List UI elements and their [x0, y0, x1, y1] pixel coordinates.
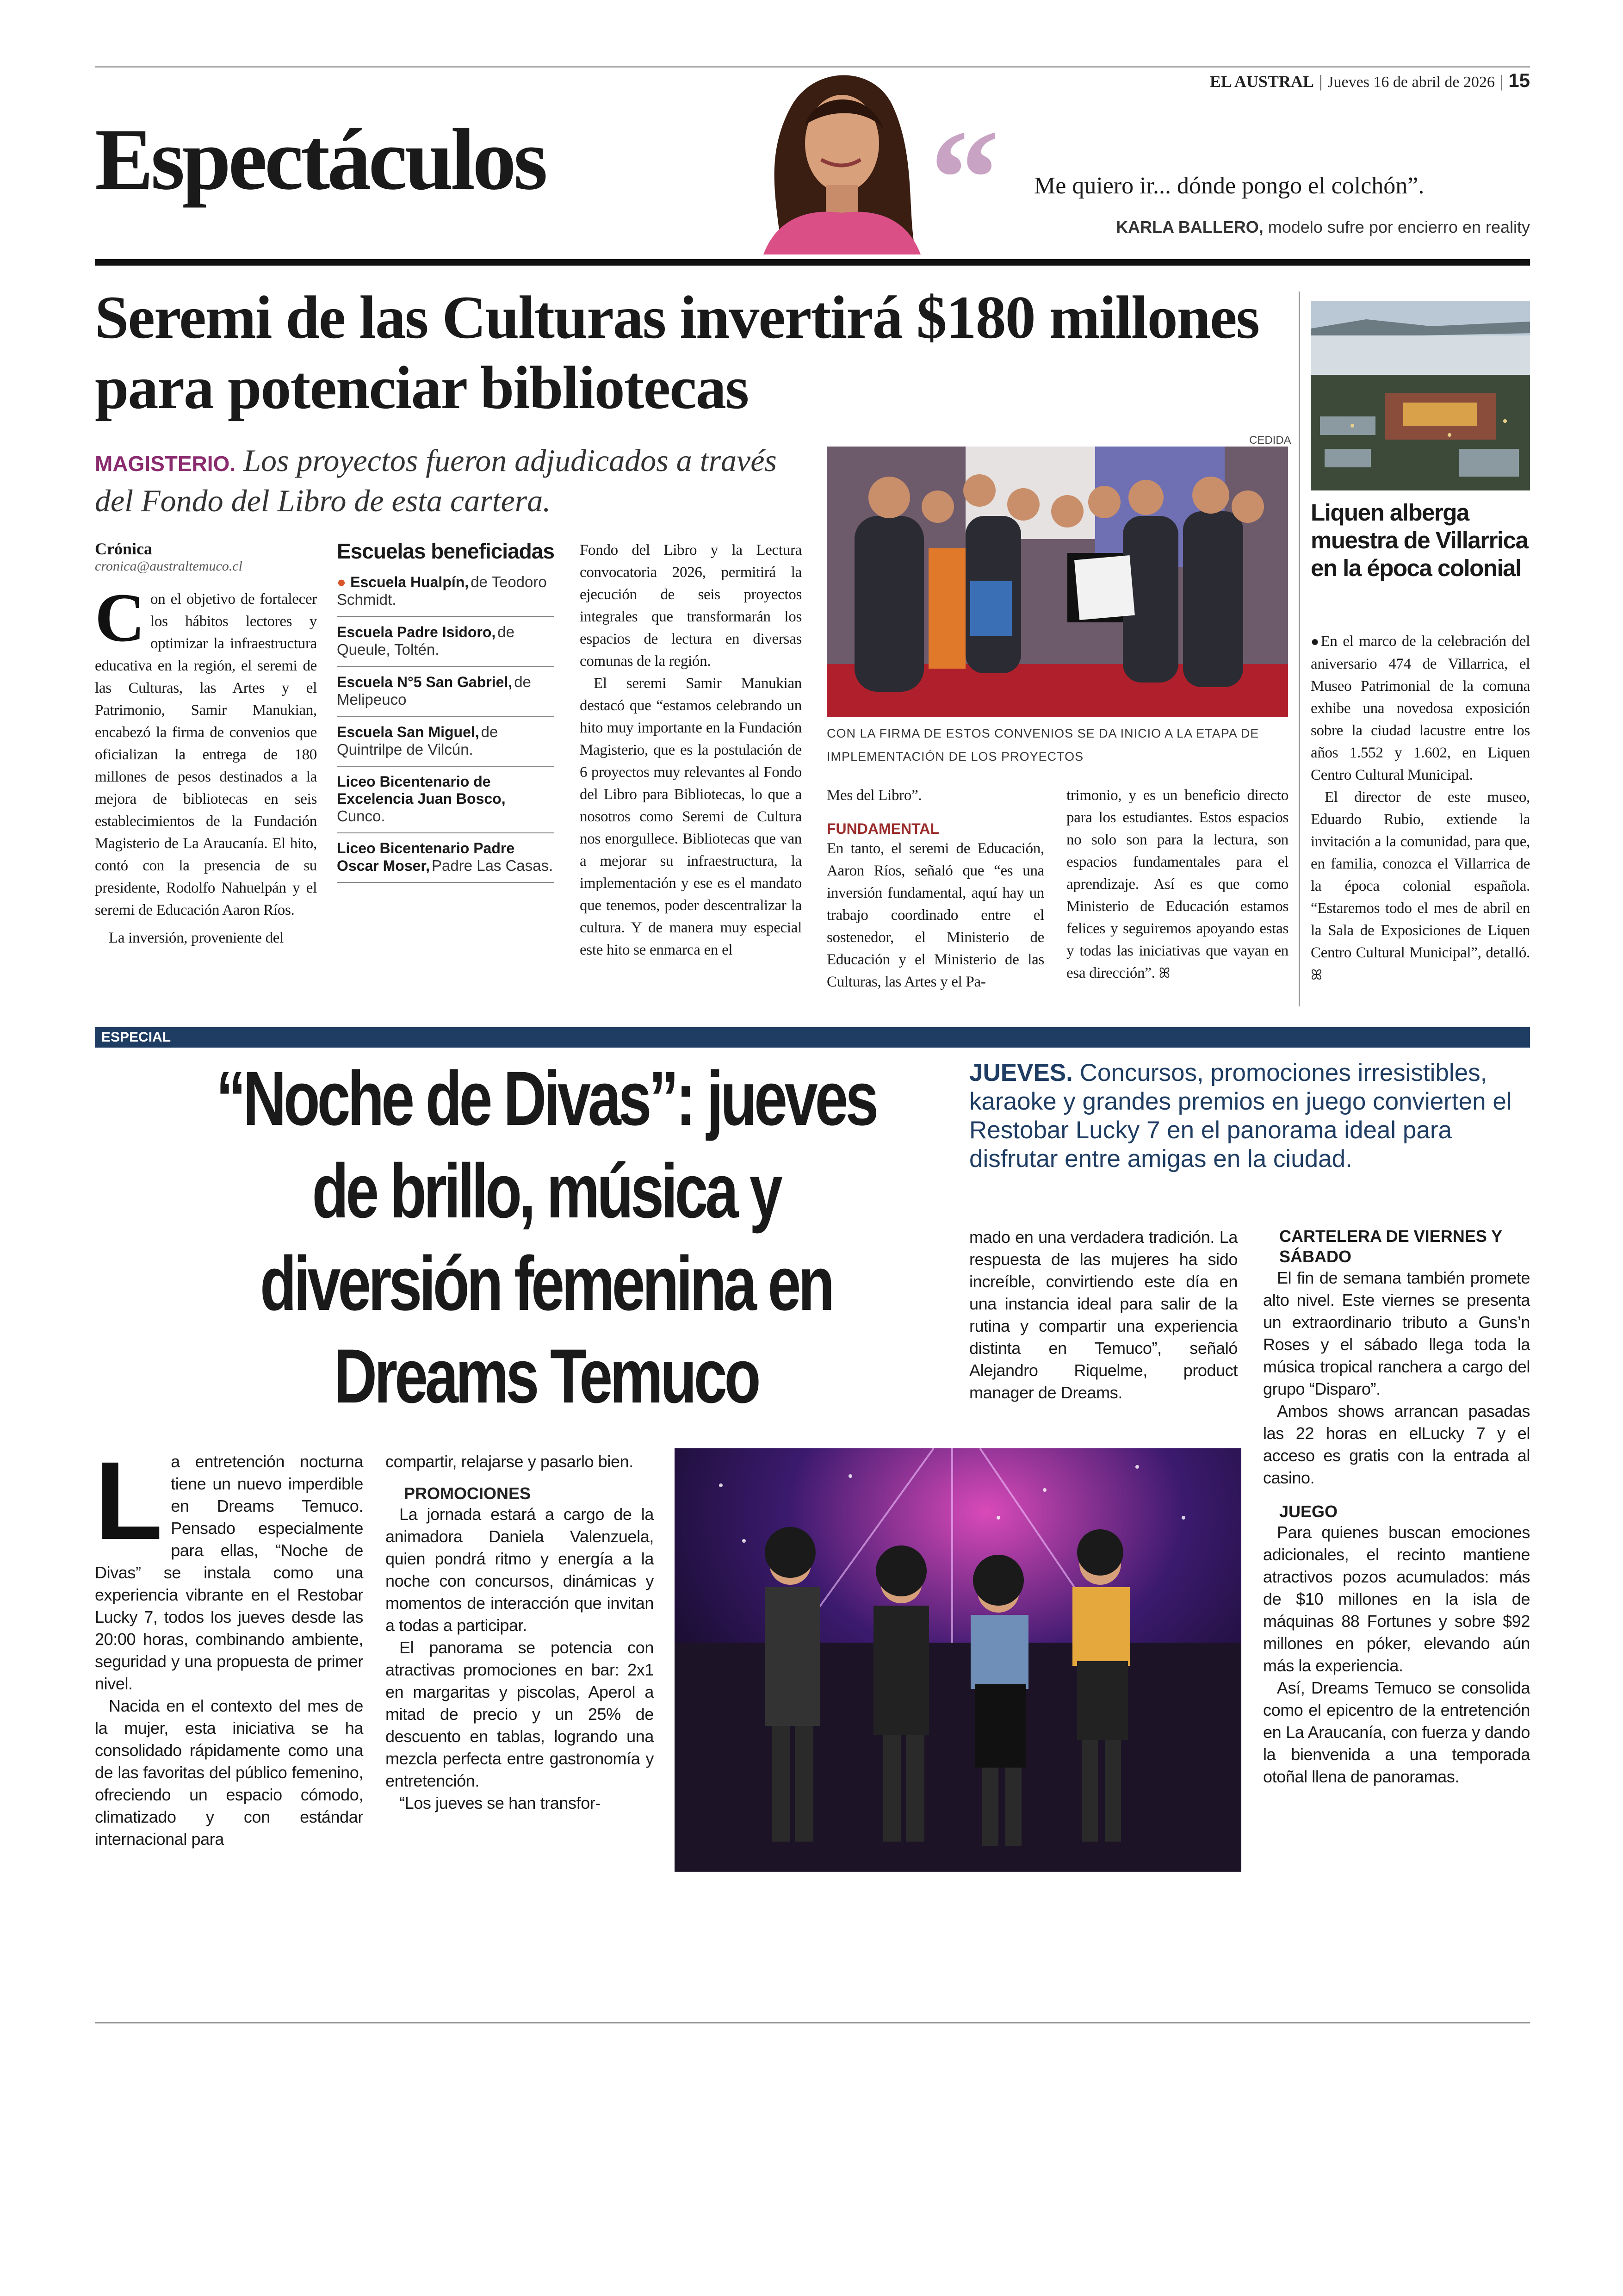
main-headline: Seremi de las Culturas invertirá $180 millones para potenciar bibliotecas: [95, 283, 1259, 422]
side-headline: Liquen alberga muestra de Villarrica en la época colonial: [1311, 499, 1528, 581]
side-p1: En el marco de la celebración del aniversario 474 de Villarrica, el Museo Patrimonial de la comuna exhibe una novedosa exposición sobre la ciudad lacustre entre los años 1.552 y 1.602, en Liquen Centro Cultural Municipal.: [1311, 633, 1530, 783]
special-label: ESPECIAL: [101, 1030, 171, 1045]
special-p4: La jornada estará a cargo de la animadora Daniela Valenzuela, quien pondrá ritmo y energía a la noche con concursos, dinámicas y momentos de interacción que invitan a todas a participar.: [385, 1505, 654, 1635]
villarrica-photo: [1311, 301, 1530, 490]
divas-photo: [675, 1448, 1241, 1872]
main-col-1: [95, 539, 317, 949]
school-item: [337, 833, 554, 883]
paper-name: EL AUSTRAL: [1209, 72, 1314, 91]
special-p6: “Los jueves se han transfor-: [399, 1793, 601, 1812]
school-name: Escuela N°5 San Gabriel,: [337, 674, 513, 690]
subhead-juego: JUEGO: [1279, 1502, 1338, 1521]
quote-role: modelo sufre por encierro en reality: [1268, 217, 1530, 236]
school-item: [337, 617, 554, 667]
photo-credit: CEDIDA: [1249, 434, 1291, 447]
sidebar-divider: [1299, 292, 1300, 1006]
issue-date: Jueves 16 de abril de 2026: [1327, 74, 1495, 91]
school-place: Padre Las Casas.: [432, 857, 553, 874]
school-name: Liceo Bicentenario de Excelencia Juan Bosco,: [337, 773, 506, 807]
schools-box: [337, 539, 554, 883]
bottom-rule: [95, 2022, 1530, 2023]
signing-photo: [827, 447, 1288, 717]
special-p5: El panorama se potencia con atractivas promociones en bar: 2x1 en margaritas y piscolas, Aperol a mitad de precio y un 25% de descuento en tablas, logrando una mezcla perfecta entre gastronomía y entretención.: [385, 1638, 654, 1790]
side-end-mark-icon: ꕤ: [1311, 968, 1322, 983]
school-place: de Melipeuco: [337, 673, 531, 708]
subhead-cartelera: CARTELERA DE VIERNES Y SÁBADO: [1279, 1227, 1502, 1266]
main-p7: trimonio, y es un beneficio directo para los estudiantes. Estos espacios no solo son para la lectura, son espacios fundamentales para el aprendizaje. Así es que como Ministerio de Educación estamos felices y seguiremos apoyando estas y todas las iniciativas que vayan en esa dirección”.: [1066, 787, 1288, 981]
subhead-promociones: PROMOCIONES: [404, 1484, 531, 1503]
special-p11: Así, Dreams Temuco se consolida como el epicentro de la entretención en La Araucanía, con fuerza y dando la bienvenida a una temporada otoñal llena de panoramas.: [1263, 1678, 1530, 1786]
schools-list: [337, 567, 554, 883]
special-deck: [969, 1059, 1530, 1173]
special-col-4: [1263, 1226, 1530, 1788]
side-p2: El director de este museo, Eduardo Rubio, extiende la invitación a la comunidad, para que, en familia, conozca el Villarrica de la época colonial española. “Estaremos todo el mes de abril en la Sala de Exposiciones de Liquen Centro Cultural Municipal”, detalló.: [1311, 789, 1530, 961]
main-deck: [95, 442, 812, 519]
dropcap: C: [95, 579, 145, 656]
main-p5: Mes del Libro”.: [827, 787, 922, 804]
main-kicker: MAGISTERIO.: [95, 452, 236, 476]
school-place: Cunco.: [337, 807, 385, 825]
masthead-info: EL AUSTRAL | Jueves 16 de abril de 2026 | 15: [1209, 69, 1530, 91]
subhead-fundamental: FUNDAMENTAL: [827, 820, 939, 837]
main-deck-text: Los proyectos fueron adjudicados a través del Fondo del Libro de esta cartera.: [95, 443, 777, 518]
special-p10: Para quienes buscan emociones adicionales, el recinto mantiene atractivos pozos acumulados: más de $10 millones en la isla de máquinas 88 Fortunes y sobre $92 millones en póker, elevando aún más la experiencia.: [1263, 1523, 1530, 1675]
main-p1: on el objetivo de fortalecer los hábitos lectores y optimizar la infraestructura educativa en la región, el seremi de las Culturas, las Artes y el Patrimonio, Samir Manukian, encabezó la firma de convenios que oficializan la entrega de 180 millones de pesos destinados a la mejora de bibliotecas en seis establecimientos de la Fundación Magisterio de La Araucanía. El hito, contó con la presencia de su presidente, Rodolfo Nahuelpán y el seremi de Educación Aaron Ríos.: [95, 591, 317, 918]
section-title: Espectáculos: [95, 111, 545, 208]
side-col: [1311, 630, 1530, 987]
main-col-5: [1066, 784, 1288, 985]
special-col-1: [95, 1439, 363, 1850]
main-p3: Fondo del Libro y la Lectura convocatoria 2026, permitirá la ejecución de seis proyectos integrales que transformarán los espacios de lectura en diversas comunas de la región.: [580, 542, 802, 670]
special-dropcap: L: [95, 1439, 163, 1563]
school-name: Escuela Hualpín,: [350, 574, 469, 590]
main-col-4: [827, 784, 1044, 993]
quote-author: KARLA BALLERO,: [1116, 217, 1264, 236]
school-place: de Teodoro Schmidt.: [337, 573, 547, 608]
main-col-3: [580, 539, 802, 961]
photo-caption: CON LA FIRMA DE ESTOS CONVENIOS SE DA INICIO A LA ETAPA DE IMPLEMENTACIÓN DE LOS PROYECTOS: [827, 726, 1259, 763]
special-p3: compartir, relajarse y pasarlo bien.: [385, 1452, 633, 1471]
main-p6: En tanto, el seremi de Educación, Aaron Ríos, señaló que “es una inversión fundamental, aquí hay un trabajo coordinado entre el sostenedor, el Ministerio de Educación y el Ministerio de las Culturas, las Artes y el Pa-: [827, 840, 1044, 990]
school-place: de Queule, Toltén.: [337, 623, 514, 658]
special-col-3: [969, 1226, 1238, 1404]
school-item: [337, 717, 554, 767]
special-p9: Ambos shows arrancan pasadas las 22 horas en elLucky 7 y el acceso es gratis con la entrada al casino.: [1263, 1402, 1530, 1487]
special-p1: a entretención nocturna tiene un nuevo imperdible en Dreams Temuco. Pensado especialmente para ellas, “Noche de Divas” se instala como una experiencia vibrante en el Restobar Lucky 7, todos los jueves desde las 20:00 horas, combinando ambiente, seguridad y una propuesta de primer nivel.: [95, 1452, 363, 1693]
special-headline: “Noche de Divas”: jueves de brillo, música y diversión femenina en Dreams Temuco: [216, 1056, 876, 1419]
section-rule: [95, 259, 1530, 266]
bullet-icon: ●: [1311, 634, 1321, 649]
special-deck-text: Concursos, promociones irresistibles, karaoke y grandes premios en juego convierten el Restobar Lucky 7 en el panorama ideal para disfrutar entre amigas en la ciudad.: [969, 1059, 1512, 1173]
quote-text: Me quiero ir... dónde pongo el colchón”.: [1034, 173, 1425, 199]
main-p2: La inversión, proveniente del: [109, 930, 284, 946]
schools-title: Escuelas beneficiadas: [337, 539, 554, 563]
special-band: [95, 1027, 1530, 1048]
school-place: de Quintrilpe de Vilcún.: [337, 723, 498, 758]
school-item: [337, 667, 554, 717]
special-p2: Nacida en el contexto del mes de la mujer, esta iniciativa se ha consolidado rápidamente como una de las favoritas del público femenino, ofreciendo un espacio cómodo, climatizado y con estándar internacional para: [95, 1696, 363, 1849]
special-kicker: JUEVES.: [969, 1059, 1073, 1086]
byline: Crónica: [95, 540, 152, 558]
quote-attribution: [1116, 217, 1530, 237]
school-item: [337, 567, 554, 617]
quote-mark-icon: “: [930, 101, 999, 255]
special-col-2: [385, 1451, 654, 1814]
special-p7: mado en una verdadera tradición. La respuesta de las mujeres ha sido increíble, convirtiendo este día en una instancia ideal para salir de la rutina y compartir una experiencia distinta en Temuco”, señaló Alejandro Riquelme, product manager de Dreams.: [969, 1228, 1238, 1402]
page-number: 15: [1508, 69, 1530, 91]
portrait-photo: [722, 65, 953, 254]
byline-email: cronica@australtemuco.cl: [95, 558, 242, 574]
school-name: Escuela Padre Isidoro,: [337, 624, 496, 640]
end-mark-icon: ꕤ: [1158, 966, 1171, 981]
school-name: Liceo Bicentenario Padre Oscar Moser,: [337, 840, 515, 874]
school-name: Escuela San Miguel,: [337, 724, 479, 740]
main-p4: El seremi Samir Manukian destacó que “estamos celebrando un hito muy importante en la Fundación Magisterio, que es la postulación de 6 proyectos muy relevantes al Fondo del Libro para Bibliotecas, lo que a nosotros como Seremi de Cultura nos enorgullece. Bibliotecas que van a mejorar su infraestructura, la implementación y ese es el mandato que tenemos, poder descentralizar la cultura. Y de manera muy especial este hito se enmarca en el: [580, 675, 802, 958]
school-item: [337, 767, 554, 833]
bullet-icon: ●: [337, 573, 351, 590]
special-p8: El fin de semana también promete alto nivel. Este viernes se presenta un extraordinario tributo a Guns’n Roses y el sábado llega toda la música tropical ranchera a cargo del grupo “Disparo”.: [1263, 1268, 1530, 1398]
